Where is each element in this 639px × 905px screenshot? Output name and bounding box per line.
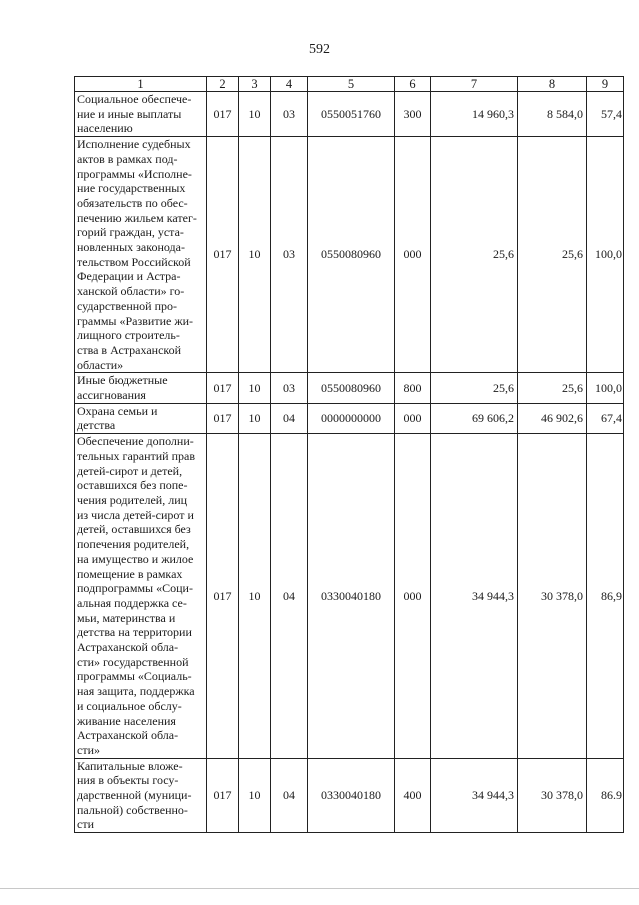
target-article-cell: 0000000000 [308,403,395,433]
row-name-line: населению [77,121,133,136]
row-name-line: граммы «Развитие жи- [77,313,194,328]
row-name-cell [75,403,207,433]
target-article-cell: 0330040180 [308,434,395,758]
budget-table [74,76,624,833]
table-row [75,434,624,758]
header-cell: 5 [308,77,395,92]
header-cell: 8 [518,77,587,92]
table-body [75,92,624,833]
row-name-line: Федерации и Астра- [77,269,181,284]
table-row [75,92,624,137]
row-name-line: и социальное обслу- [77,698,182,713]
header-cell: 2 [207,77,239,92]
row-name-line: сти» [77,742,100,757]
row-name-cell [75,137,207,373]
row-name-line: ханской области» го- [77,284,185,299]
row-name-line: области» [77,357,124,372]
plan-amount-cell: 69 606,2 [431,403,518,433]
percent-cell: 67,4 [587,403,624,433]
row-name-cell [75,373,207,403]
actual-amount-cell: 46 902,6 [518,403,587,433]
row-name-line: детей, оставшихся без [77,522,191,537]
row-name-line: Обеспечение дополни- [77,434,194,449]
row-name-line: тельных гарантий прав [77,448,196,463]
percent-cell: 100,0 [587,373,624,403]
header-cell: 3 [239,77,271,92]
plan-amount-cell: 14 960,3 [431,92,518,137]
row-name-line: программы «Социаль- [77,669,192,684]
header-cell: 9 [587,77,624,92]
header-cell: 1 [75,77,207,92]
table-row [75,403,624,433]
subsection-cell: 03 [271,373,308,403]
row-name-line: ния в объекты госу- [77,773,179,788]
section-cell: 10 [239,758,271,833]
row-name-line: подпрограммы «Соци- [77,581,193,596]
code-cell: 017 [207,137,239,373]
expense-type-cell: 300 [395,92,431,137]
row-name-line: обязательств по обес- [77,195,188,210]
target-article-cell: 0550080960 [308,137,395,373]
row-name-line: новленных законода- [77,240,185,255]
code-cell: 017 [207,92,239,137]
row-name-line: на имущество и жилое [77,551,194,566]
row-name-line: актов в рамках под- [77,151,178,166]
plan-amount-cell: 34 944,3 [431,434,518,758]
row-name-line: Исполнение судебных [77,137,191,152]
table-header-row [75,77,624,92]
percent-cell: 57,4 [587,92,624,137]
header-cell: 6 [395,77,431,92]
row-name-line: печению жильем катег- [77,210,197,225]
row-name-line: тельством Российской [77,254,191,269]
row-name-line: пальной) собственно- [77,802,188,817]
expense-type-cell: 000 [395,403,431,433]
row-name-line: дарственной (муници- [77,788,192,803]
expense-type-cell: 000 [395,434,431,758]
subsection-cell: 03 [271,92,308,137]
table-row [75,373,624,403]
subsection-cell: 04 [271,434,308,758]
section-cell: 10 [239,403,271,433]
page-number: 592 [309,42,330,57]
row-name-line: лищного строитель- [77,328,180,343]
code-cell: 017 [207,373,239,403]
page-bottom-rule [0,888,639,889]
section-cell: 10 [239,137,271,373]
code-cell: 017 [207,434,239,758]
header-cell: 7 [431,77,518,92]
row-name-line: Капитальные вложе- [77,758,183,773]
code-cell: 017 [207,758,239,833]
header-cell: 4 [271,77,308,92]
row-name-line: попечения родителей, [77,537,190,552]
row-name-line: ства в Астраханской [77,342,182,357]
row-name-line: сударственной про- [77,298,178,313]
target-article-cell: 0550080960 [308,373,395,403]
row-name-line: Астраханской обла- [77,640,179,655]
row-name-line: оставшихся без попе- [77,478,188,493]
plan-amount-cell: 25,6 [431,137,518,373]
row-name-line: Иные бюджетные [77,373,168,388]
row-name-line: Социальное обеспече- [77,92,192,106]
row-name-line: из числа детей-сирот и [77,507,194,522]
row-name-line: детей-сирот и детей, [77,463,183,478]
row-name-line: живание населения [77,713,176,728]
expense-type-cell: 800 [395,373,431,403]
row-name-cell [75,758,207,833]
expense-type-cell: 000 [395,137,431,373]
expense-type-cell: 400 [395,758,431,833]
subsection-cell: 04 [271,758,308,833]
target-article-cell: 0550051760 [308,92,395,137]
row-name-line: ние и иные выплаты [77,106,182,121]
row-name-line: ассигнования [77,388,146,403]
row-name-line: ние государственных [77,181,186,196]
plan-amount-cell: 25,6 [431,373,518,403]
row-name-line: горий граждан, уста- [77,225,184,240]
actual-amount-cell: 30 378,0 [518,758,587,833]
row-name-line: Астраханской обла- [77,728,179,743]
percent-cell: 86,9 [587,434,624,758]
code-cell: 017 [207,403,239,433]
row-name-cell [75,92,207,137]
row-name-cell [75,434,207,758]
row-name-line: чения родителей, лиц [77,492,188,507]
table-row [75,758,624,833]
actual-amount-cell: 25,6 [518,373,587,403]
row-name-line: альная поддержка се- [77,595,187,610]
row-name-line: Охрана семьи и [77,403,158,418]
subsection-cell: 03 [271,137,308,373]
row-name-line: сти» государственной [77,654,189,669]
section-cell: 10 [239,434,271,758]
percent-cell: 86.9 [587,758,624,833]
actual-amount-cell: 25,6 [518,137,587,373]
row-name-line: сти [77,817,94,832]
subsection-cell: 04 [271,403,308,433]
section-cell: 10 [239,373,271,403]
row-name-line: помещение в рамках [77,566,183,581]
target-article-cell: 0330040180 [308,758,395,833]
plan-amount-cell: 34 944,3 [431,758,518,833]
table-row [75,137,624,373]
row-name-line: ная защита, поддержка [77,684,195,699]
percent-cell: 100,0 [587,137,624,373]
actual-amount-cell: 30 378,0 [518,434,587,758]
row-name-line: программы «Исполне- [77,166,192,181]
section-cell: 10 [239,92,271,137]
actual-amount-cell: 8 584,0 [518,92,587,137]
row-name-line: мьи, материнства и [77,610,176,625]
row-name-line: детства на территории [77,625,192,640]
row-name-line: детства [77,418,116,433]
